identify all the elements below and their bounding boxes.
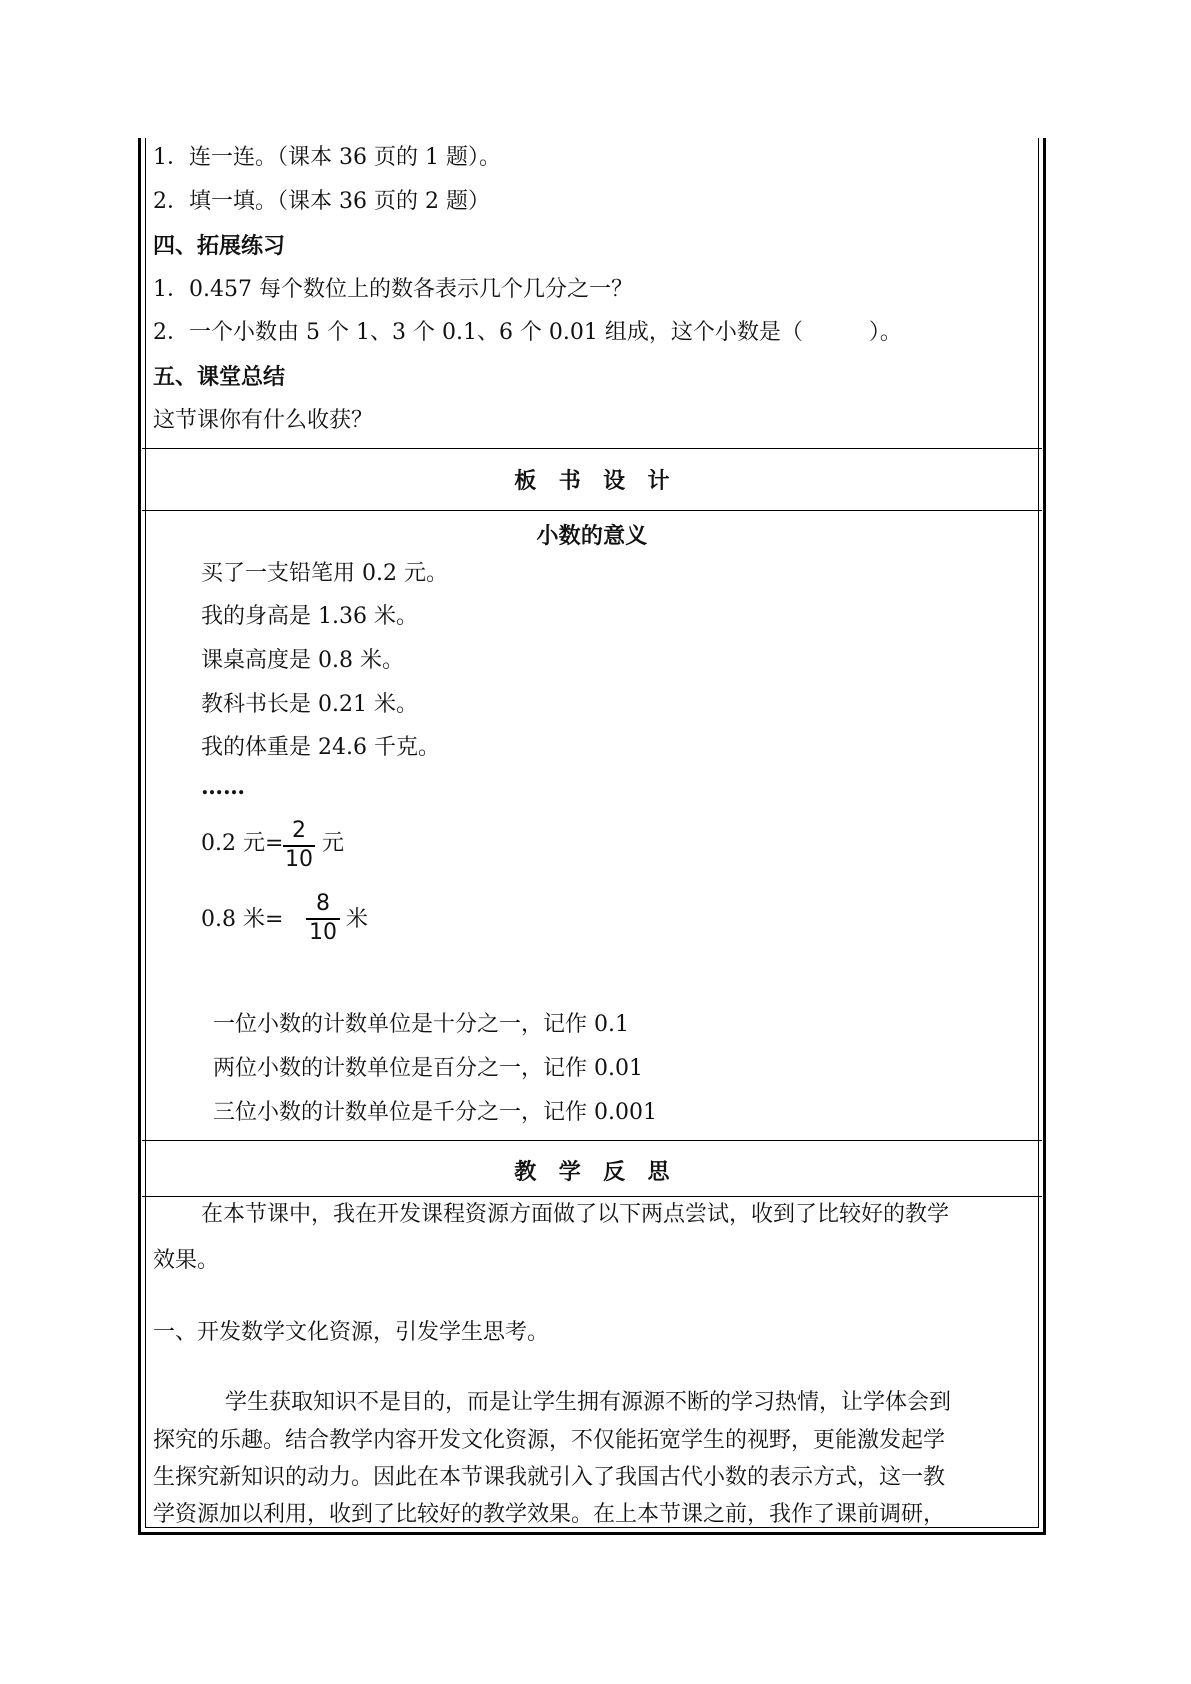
row-divider xyxy=(142,448,1042,449)
summary-heading: 五、课堂总结 xyxy=(153,364,286,390)
extension-heading: 四、拓展练习 xyxy=(153,233,286,259)
fraction1-left: 0.2 元= xyxy=(201,831,284,856)
decimal-unit-3: 三位小数的计数单位是千分之一，记作 0.001 xyxy=(213,1100,657,1125)
board-example-2: 我的身高是 1.36 米。 xyxy=(201,604,418,629)
board-ellipsis: …… xyxy=(201,774,245,800)
reflection-header: 教 学 反 思 xyxy=(514,1159,670,1185)
fraction1-unit: 元 xyxy=(322,831,345,856)
row-divider xyxy=(142,1196,1042,1197)
extension-item-2: 2．一个小数由 5 个 1、3 个 0.1、6 个 0.01 组成，这个小数是（ ）。 xyxy=(153,320,902,345)
row-divider xyxy=(142,510,1042,511)
fraction2-denominator: 10 xyxy=(309,920,337,945)
board-title: 小数的意义 xyxy=(536,523,648,549)
fraction2-unit: 米 xyxy=(346,907,369,932)
fraction2-numerator: 8 xyxy=(316,891,330,916)
reflection-para2-line3: 生探究新知识的动力。因此在本节课我就引入了我国古代小数的表示方式，这一教 xyxy=(153,1465,946,1490)
fraction2-left: 0.8 米= xyxy=(201,907,284,932)
reflection-para2-line2: 探究的乐趣。结合教学内容开发文化资源，不仅能拓宽学生的视野，更能激发起学 xyxy=(153,1428,946,1453)
practice-item-1: 1．连一连。（课本 36 页的 1 题）。 xyxy=(153,145,501,170)
practice-item-2: 2．填一填。（课本 36 页的 2 题） xyxy=(153,189,490,214)
board-example-4: 教科书长是 0.21 米。 xyxy=(201,692,418,717)
board-design-header: 板 书 设 计 xyxy=(514,468,670,494)
fraction1-denominator: 10 xyxy=(285,847,313,872)
reflection-para1-line1: 在本节课中，我在开发课程资源方面做了以下两点尝试，收到了比较好的教学 xyxy=(201,1202,950,1227)
extension-item-1: 1．0.457 每个数位上的数各表示几个几分之一？ xyxy=(153,277,633,302)
decimal-unit-2: 两位小数的计数单位是百分之一，记作 0.01 xyxy=(213,1056,643,1081)
reflection-point1: 一、开发数学文化资源，引发学生思考。 xyxy=(153,1320,550,1345)
board-example-5: 我的体重是 24.6 千克。 xyxy=(201,735,440,760)
reflection-para2-line1: 学生获取知识不是目的，而是让学生拥有源源不断的学习热情，让学体会到 xyxy=(225,1390,952,1415)
decimal-unit-1: 一位小数的计数单位是十分之一，记作 0.1 xyxy=(213,1012,629,1037)
fraction1-numerator: 2 xyxy=(292,818,306,843)
reflection-para1-line2: 效果。 xyxy=(153,1248,220,1273)
fraction2 xyxy=(306,893,340,944)
summary-text: 这节课你有什么收获？ xyxy=(153,408,374,433)
row-divider xyxy=(142,1140,1042,1141)
board-example-1: 买了一支铅笔用 0.2 元。 xyxy=(201,561,448,586)
board-example-3: 课桌高度是 0.8 米。 xyxy=(201,648,404,673)
reflection-para2-line4: 学资源加以利用，收到了比较好的教学效果。在上本节课之前，我作了课前调研， xyxy=(153,1502,946,1527)
fraction1 xyxy=(283,820,315,871)
